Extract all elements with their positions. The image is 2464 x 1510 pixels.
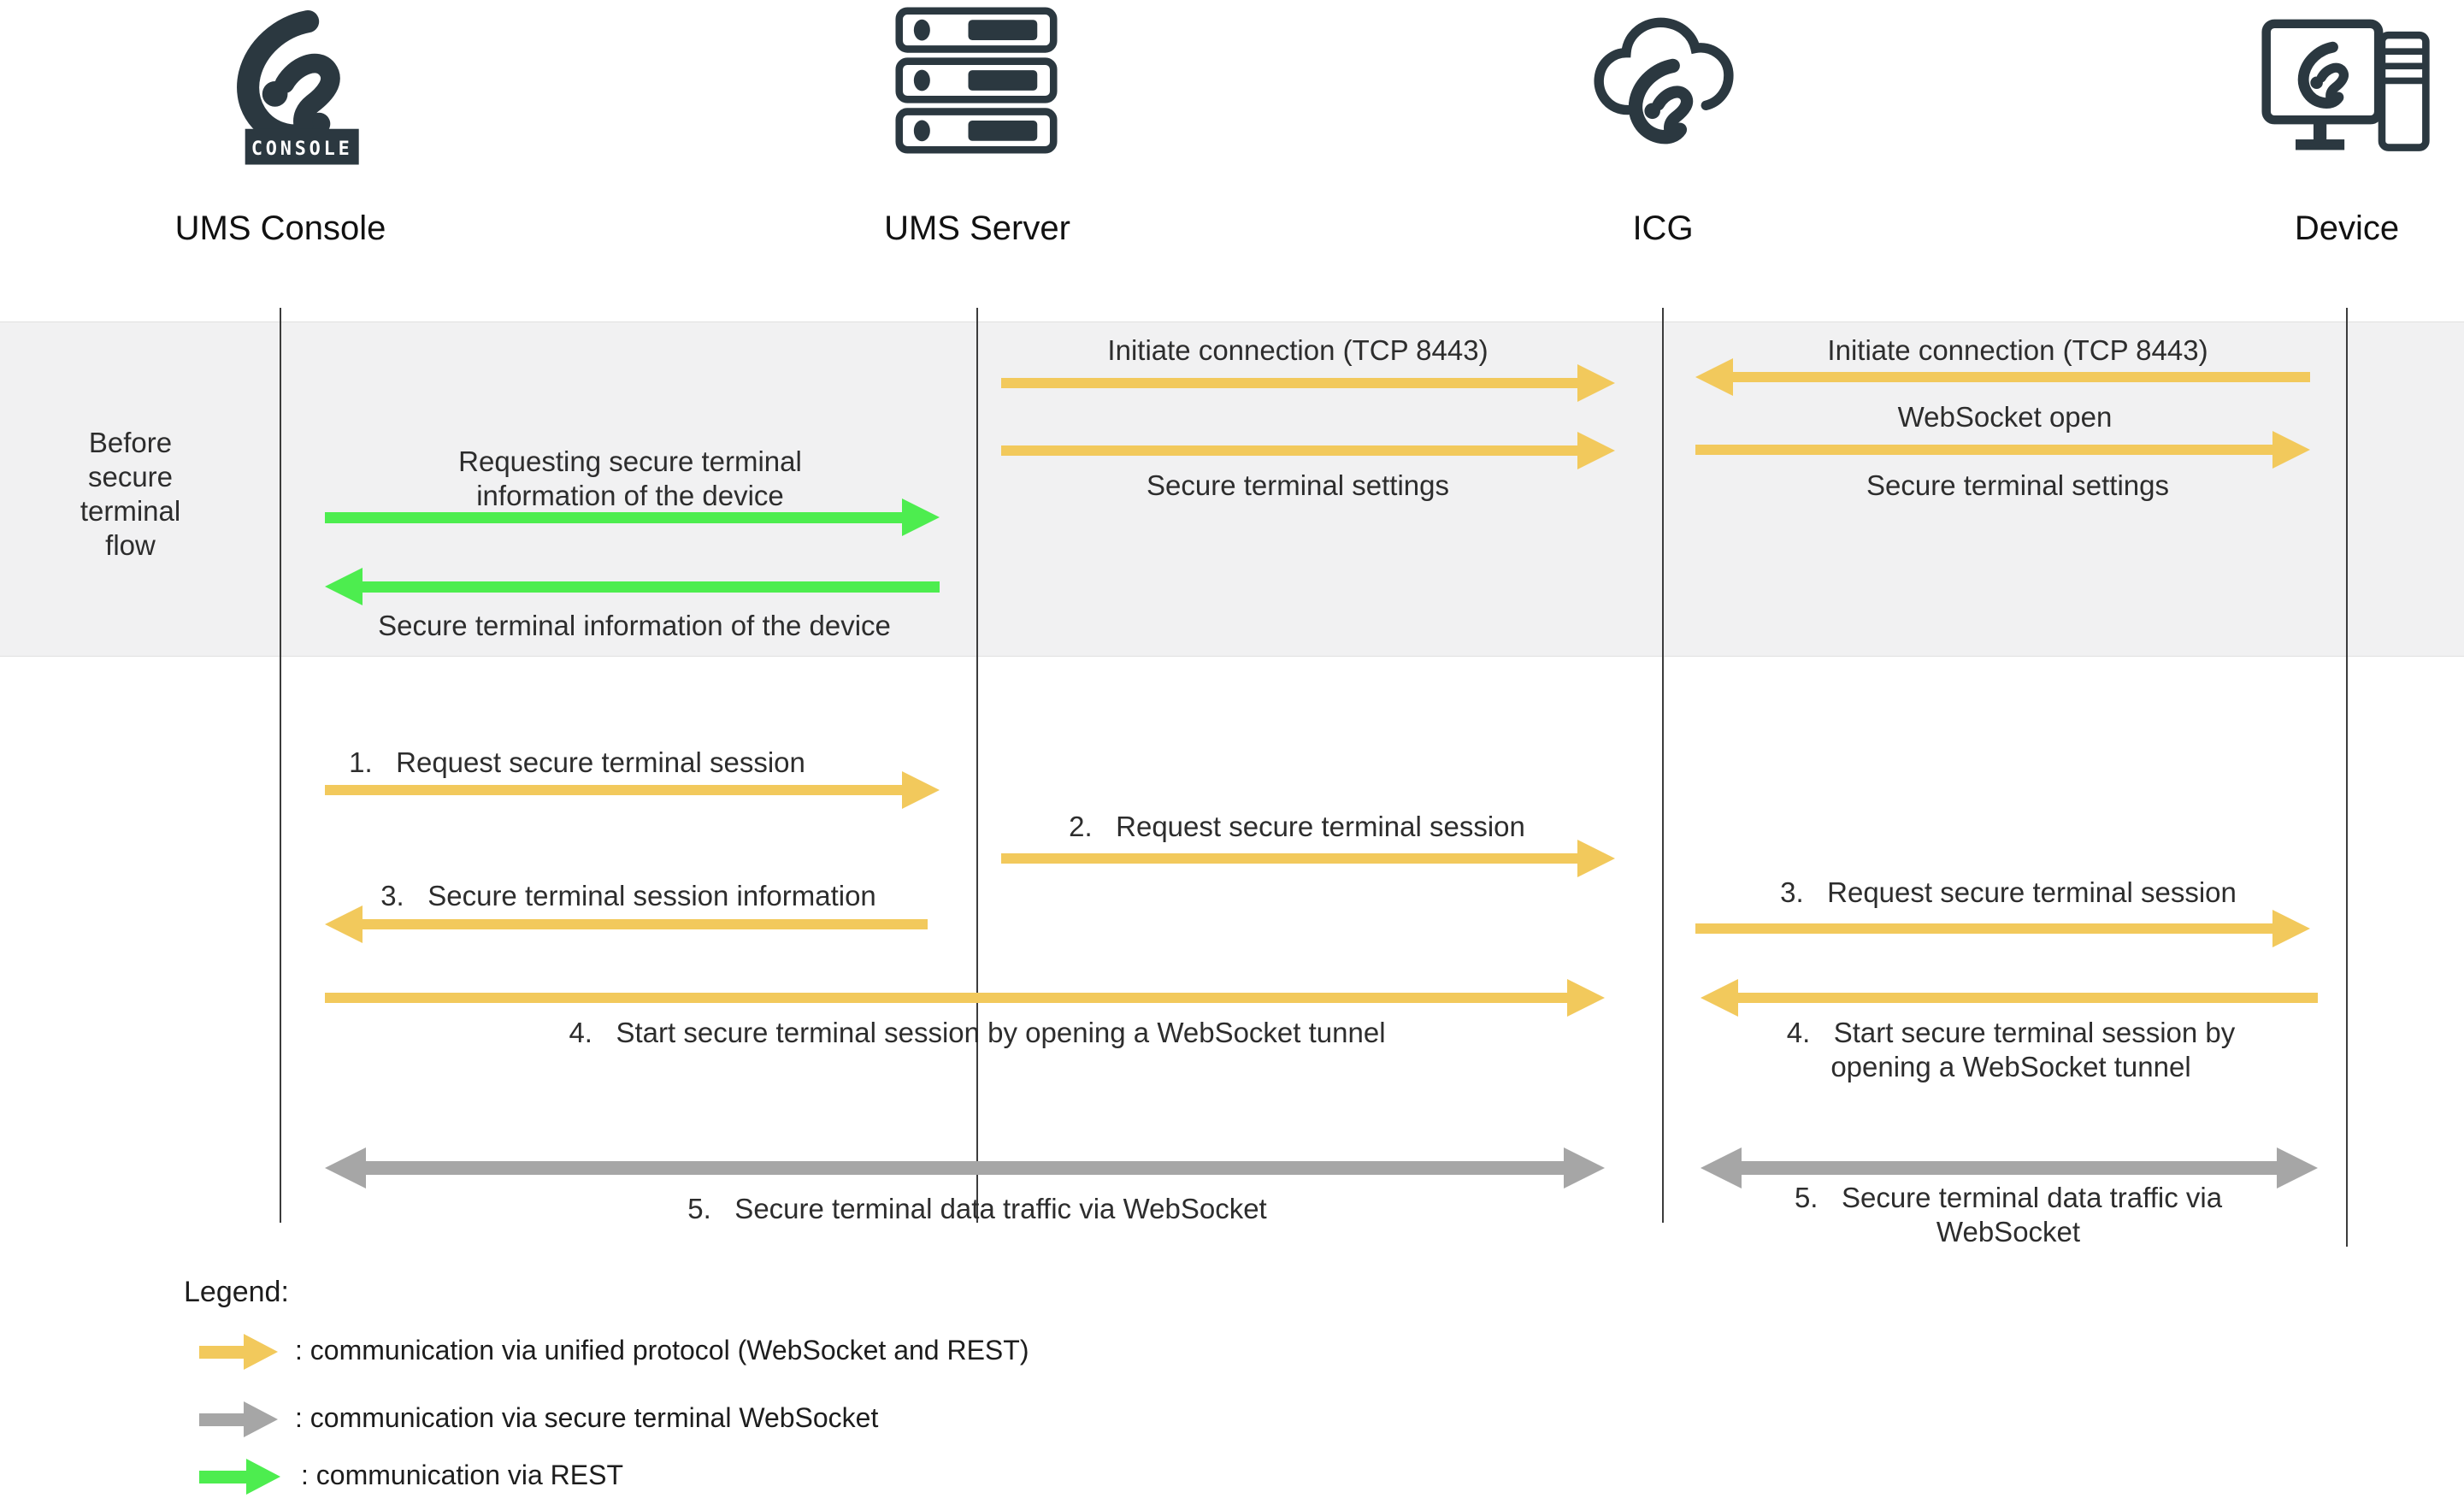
server-stack-icon xyxy=(895,7,1058,158)
arrow-secure-terminal-info-response xyxy=(325,566,940,607)
msg-step2-request-session: 2. Request secure terminal session xyxy=(1069,811,1525,842)
msg-secure-terminal-settings-icg-device: Secure terminal settings xyxy=(1866,469,2169,501)
arrow-initiate-connection-server-icg xyxy=(1001,363,1615,404)
arrow-requesting-secure-terminal-info xyxy=(325,497,940,538)
msg-step3-session-information: 3. Secure terminal session information xyxy=(380,880,876,911)
actor-label-ums-server: UMS Server xyxy=(884,209,1070,247)
msg-secure-terminal-info-response: Secure terminal information of the device xyxy=(378,610,891,641)
actor-label-ums-console: UMS Console xyxy=(174,209,386,247)
legend-secure-terminal-websocket-arrow-icon xyxy=(199,1399,278,1440)
lifeline-icg xyxy=(1662,308,1664,1223)
msg-initiate-connection-server-icg: Initiate connection (TCP 8443) xyxy=(1107,334,1488,366)
legend-secure-terminal-websocket-label: : communication via secure terminal WebSocket xyxy=(295,1402,879,1433)
arrow-step3-server-to-console xyxy=(325,904,928,945)
actor-label-device: Device xyxy=(2294,209,2400,247)
legend-title: Legend: xyxy=(184,1276,289,1308)
arrow-secure-terminal-settings-icg-device xyxy=(1695,429,2310,470)
arrow-secure-terminal-settings-server-icg xyxy=(1001,430,1615,471)
phase-label-before-secure-terminal-flow: Before secure terminal flow xyxy=(80,427,181,561)
msg-step5-data-traffic-device: 5. Secure terminal data traffic via WebSocket xyxy=(1794,1182,2223,1248)
msg-step4-start-session-device: 4. Start secure terminal session by opening a WebSocket tunnel xyxy=(1786,1017,2236,1082)
arrow-step3-icg-to-device xyxy=(1695,908,2310,949)
lifeline-ums-server xyxy=(976,308,978,1223)
lifeline-device xyxy=(2346,308,2348,1247)
msg-step1-request-session: 1. Request secure terminal session xyxy=(349,746,805,778)
msg-step3-request-session-device: 3. Request secure terminal session xyxy=(1780,876,2237,908)
arrow-step4-device-to-icg xyxy=(1701,977,2318,1018)
arrow-step2-server-to-icg xyxy=(1001,838,1615,879)
msg-requesting-secure-terminal-info: Requesting secure terminal information of the device xyxy=(458,445,802,511)
msg-step5-data-traffic: 5. Secure terminal data traffic via WebSocket xyxy=(687,1193,1267,1224)
igel-console-logo-icon xyxy=(208,9,370,180)
msg-step4-start-session: 4. Start secure terminal session by opening a WebSocket tunnel xyxy=(569,1017,1386,1048)
lifeline-ums-console xyxy=(280,308,281,1223)
arrow-step5-console-icg-bidirectional xyxy=(325,1147,1605,1189)
legend-rest-arrow-icon xyxy=(199,1456,280,1497)
legend-unified-protocol-label: : communication via unified protocol (WebSocket and REST) xyxy=(295,1335,1029,1365)
arrow-step1-console-to-server xyxy=(325,770,940,811)
arrow-initiate-connection-device-icg xyxy=(1695,357,2310,398)
endpoint-device-icon xyxy=(2261,17,2432,165)
cloud-gateway-icon xyxy=(1589,10,1739,158)
msg-secure-terminal-settings-server-icg: Secure terminal settings xyxy=(1147,469,1449,501)
msg-initiate-connection-icg-device: Initiate connection (TCP 8443) xyxy=(1827,334,2208,366)
console-badge-text: CONSOLE xyxy=(251,139,353,161)
legend-unified-protocol-arrow-icon xyxy=(199,1331,278,1372)
arrow-step4-console-to-icg xyxy=(325,977,1605,1018)
msg-websocket-open: WebSocket open xyxy=(1897,401,2113,433)
actor-label-icg: ICG xyxy=(1632,209,1694,247)
legend-rest-label: : communication via REST xyxy=(301,1460,624,1490)
